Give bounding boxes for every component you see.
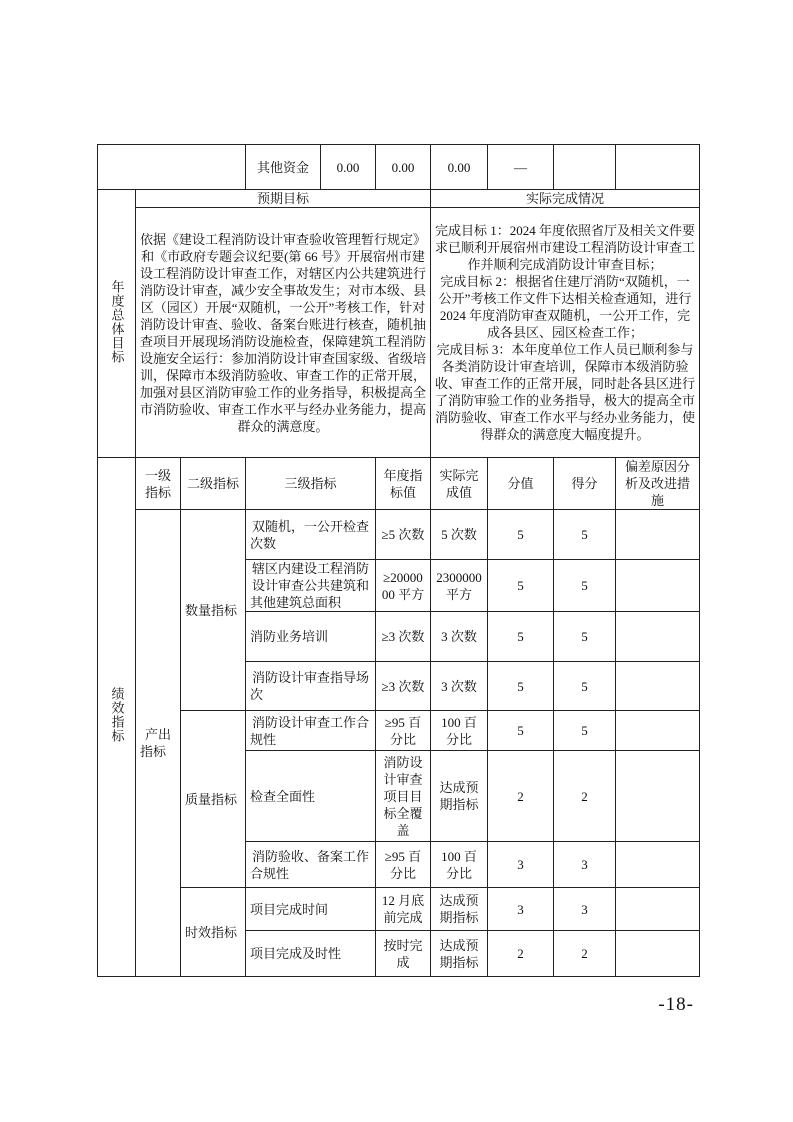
page-number: -18- — [658, 994, 694, 1015]
indicator-name: 消防设计审查工作合规性 — [246, 711, 376, 751]
deviation-cell — [616, 931, 700, 977]
points-value: 5 — [488, 662, 554, 711]
performance-section-cell — [98, 458, 136, 977]
indicator-name: 消防验收、备案工作合规性 — [246, 842, 376, 888]
score-value: 2 — [554, 931, 616, 977]
deviation-cell — [616, 612, 700, 662]
funding-value-3: 0.00 — [431, 145, 488, 190]
actual-value: 2300000 平方 — [431, 560, 488, 612]
actual-value: 达成预期指标 — [431, 888, 488, 931]
actual-value: 100 百分比 — [431, 711, 488, 751]
deviation-cell — [616, 711, 700, 751]
level2-label-quality: 质量指标 — [181, 711, 246, 888]
funding-value-2: 0.00 — [376, 145, 431, 190]
target-value: 消防设计审查项目目标全覆盖 — [376, 751, 431, 842]
header-score: 得分 — [554, 458, 616, 510]
indicator-name: 项目完成及时性 — [246, 931, 376, 977]
deviation-cell — [616, 560, 700, 612]
level2-label-quantity: 数量指标 — [181, 510, 246, 711]
target-value: 按时完成 — [376, 931, 431, 977]
actual-value: 3 次数 — [431, 612, 488, 662]
funding-blank-cell — [616, 145, 700, 190]
target-value: 12 月底前完成 — [376, 888, 431, 931]
actual-completion-cell — [431, 208, 700, 458]
performance-table — [97, 144, 700, 977]
indicator-name: 项目完成时间 — [246, 888, 376, 931]
header-level3: 三级指标 — [246, 458, 376, 510]
table-row — [98, 510, 700, 560]
expected-goal-cell — [136, 208, 431, 458]
level2-label-timeliness: 时效指标 — [181, 888, 246, 977]
points-value: 2 — [488, 751, 554, 842]
funding-blank-cell — [98, 145, 246, 190]
funding-value-4: — — [488, 145, 554, 190]
header-level1: 一级指标 — [136, 458, 181, 510]
points-value: 5 — [488, 711, 554, 751]
header-deviation: 偏差原因分析及改进措施 — [616, 458, 700, 510]
funding-blank-cell — [554, 145, 616, 190]
points-value: 5 — [488, 612, 554, 662]
performance-section-label: 绩效指标 — [109, 687, 125, 743]
table-row — [98, 711, 700, 751]
indicator-name: 检查全面性 — [246, 751, 376, 842]
expected-goal-header: 预期目标 — [136, 190, 431, 208]
table-row — [98, 888, 700, 931]
indicator-name: 双随机，一公开检查次数 — [246, 510, 376, 560]
target-value: ≥95 百分比 — [376, 711, 431, 751]
indicator-name: 消防设计审查指导场次 — [246, 662, 376, 711]
target-value: ≥3 次数 — [376, 662, 431, 711]
annual-goal-header-row — [98, 190, 700, 208]
points-value: 3 — [488, 842, 554, 888]
score-value: 5 — [554, 662, 616, 711]
header-actual: 实际完成值 — [431, 458, 488, 510]
completion-paragraph-2: 完成目标 2：根据省住建厅消防“双随机，一公开”考核工作文件下达相关检查通知，进行 2024 年度消防审查双随机，一公开工作，完成各县区、园区检查工作； — [438, 274, 692, 340]
completion-paragraph-1: 完成目标 1：2024 年度依照省厅及相关文件要求已顺利开展宿州市建设工程消防设计审查工作并顺利完成消防设计审查目标； — [435, 223, 696, 272]
completion-paragraph-3: 完成目标 3：本年度单位工作人员已顺利参与各类消防设计审查培训，保障市本级消防验收、审查工作的正常开展，同时赴各县区进行了消防审验工作的业务指导，极大的提高全市消防验收、审查工作水平与经办业务能力，使得群众的满意度大幅度提升。 — [435, 342, 696, 442]
performance-header-row — [98, 458, 700, 510]
target-value: ≥5 次数 — [376, 510, 431, 560]
deviation-cell — [616, 662, 700, 711]
funding-value-1: 0.00 — [321, 145, 376, 190]
actual-value: 达成预期指标 — [431, 931, 488, 977]
score-value: 5 — [554, 612, 616, 662]
deviation-cell — [616, 751, 700, 842]
annual-goal-section-label: 年度总体目标 — [109, 279, 125, 364]
score-value: 2 — [554, 751, 616, 842]
target-value: ≥95 百分比 — [376, 842, 431, 888]
actual-value: 5 次数 — [431, 510, 488, 560]
indicator-name: 消防业务培训 — [246, 612, 376, 662]
score-value: 3 — [554, 888, 616, 931]
indicator-name: 辖区内建设工程消防设计审查公共建筑和其他建筑总面积 — [246, 560, 376, 612]
score-value: 5 — [554, 711, 616, 751]
score-value: 3 — [554, 842, 616, 888]
expected-goal-text: 依据《建设工程消防设计审查验收管理暂行规定》和《市政府专题会议纪要(第 66 号》开展宿州市建设工程消防设计审查工作，对辖区内公共建筑进行消防设计审查，减少安全事故发生；对市本级、县区（园区）开展“双随机，一公开”考核工作，针对消防设计审查、验收、备案台账进行核查，随机抽查项目开展现场消防设施检查，保障建筑工程消防设施安全运行：参加消防设计审查国家级、省级培训，保障市本级消防验收、审查工作的正常开展，加强对县区消防审验工作的业务指导，积极提高全市消防验收、审查工作水平与经办业务能力，提高群众的满意度。 — [140, 231, 427, 434]
score-value: 5 — [554, 560, 616, 612]
deviation-cell — [616, 842, 700, 888]
deviation-cell — [616, 510, 700, 560]
funding-label: 其他资金 — [246, 145, 321, 190]
level1-label: 产出指标 — [136, 510, 181, 977]
target-value: ≥3 次数 — [376, 612, 431, 662]
actual-completion-header: 实际完成情况 — [431, 190, 700, 208]
annual-goal-section-cell — [98, 190, 136, 458]
points-value: 3 — [488, 888, 554, 931]
points-value: 5 — [488, 510, 554, 560]
funding-row — [98, 145, 700, 190]
annual-goal-content-row — [98, 208, 700, 458]
header-points: 分值 — [488, 458, 554, 510]
score-value: 5 — [554, 510, 616, 560]
actual-value: 3 次数 — [431, 662, 488, 711]
header-level2: 二级指标 — [181, 458, 246, 510]
header-target: 年度指标值 — [376, 458, 431, 510]
actual-value: 100 百分比 — [431, 842, 488, 888]
target-value: ≥2000000 平方 — [376, 560, 431, 612]
points-value: 2 — [488, 931, 554, 977]
deviation-cell — [616, 888, 700, 931]
points-value: 5 — [488, 560, 554, 612]
actual-value: 达成预期指标 — [431, 751, 488, 842]
